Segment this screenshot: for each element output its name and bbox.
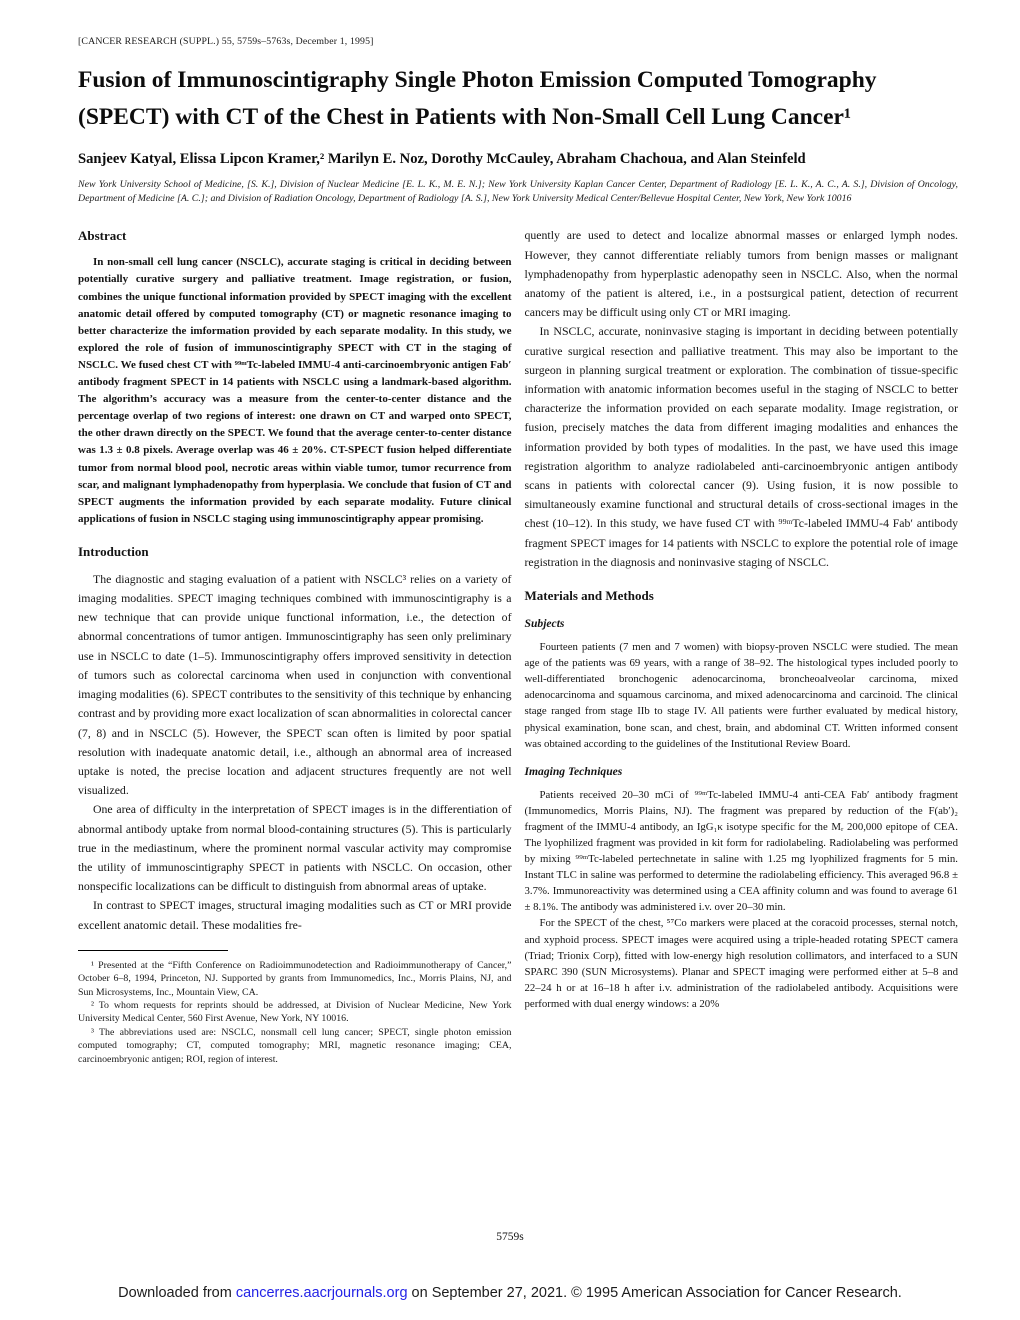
left-column (78, 226, 512, 1241)
footnote-1: ¹ Presented at the “Fifth Conference on Radioimmunodetection and Radioimmunotherapy of Cancer,” October 6–8, 1994, Princeton, NJ. Supported by grants from Immunomedics, Inc., Morris Plains, NJ, and Sun Microsystems, Inc., Mountain View, CA. (78, 959, 512, 998)
imaging-paragraph-1: Patients received 20–30 mCi of ⁹⁹ᵐTc-labeled IMMU-4 anti-CEA Fab′ antibody fragment (Immunomedics, Morris Plains, NJ). The fragment was prepared by reduction of the F(ab′)₂ fragment of the IMMU-4 antibody, an IgG₁κ isotype specific for the Mᵣ 200,000 epitope of CEA. The lyophilized fragment was provided in kit form for radiolabeling. Radiolabeling was performed by mixing ⁹⁹ᵐTc-labeled pertechnetate in saline with 1.25 mg lyophilized fragments for 5 min. Instant TLC in saline was performed to determine the radiolabeling efficiency. This averaged 96.8 ± 3.7%. Immunoreactivity was determined using a CEA affinity column and was found to average 61 ± 8.1%. The antibody was administered i.v. over 20–30 min. (524, 788, 958, 914)
footer-post-text: on September 27, 2021. © 1995 American Association for Cancer Research. (407, 1285, 902, 1301)
authors-line: Sanjeev Katyal, Elissa Lipcon Kramer,² Marilyn E. Noz, Dorothy McCauley, Abraham Chachoua, and Alan Steinfeld (78, 151, 806, 168)
two-column-body (78, 226, 958, 1241)
affiliations-line: New York University School of Medicine, [S. K.], Division of Nuclear Medicine [E. L. K., M. E. N.]; New York University Kaplan Cancer Center, Department of Radiology [E. L. K., A. C., A. S.], Division of Oncology, Department of Medicine [A. C.]; and Division of Radiation Oncology, Department of Radiology [A. S.], New York University Medical Center/Bellevue Hospital Center, New York, New York 10016 (78, 179, 958, 205)
abstract-heading: Abstract (78, 228, 127, 244)
footnote-3: ³ The abbreviations used are: NSCLC, nonsmall cell lung cancer; SPECT, single photon emission computed tomography; CT, computed tomography; MRI, magnetic resonance imaging; CEA, carcinoembryonic antigen; ROI, region of interest. (78, 1026, 512, 1065)
paper-title (78, 62, 958, 136)
page-number: 5759s (496, 1231, 524, 1243)
right-column (525, 226, 959, 1241)
intro-paragraph-2: One area of difficulty in the interpretation of SPECT images is in the differentiation of abnormal antibody uptake from normal blood-containing structures (5). This is particularly true in the mediastinum, where the prominent normal vascular activity may compromise the utility of immunoscintigraphy SPECT in patients with NSCLC. On occasion, other nonspecific localizations can be difficult to distinguish from abnormal areas of uptake. (78, 802, 512, 894)
paper-title-line2: (SPECT) with CT of the Chest in Patients with Non-Small Cell Lung Cancer¹ (78, 104, 851, 131)
intro-paragraph-3: In contrast to SPECT images, structural imaging modalities such as CT or MRI provide excellent anatomic detail. These modalities fre- (78, 898, 512, 932)
imaging-paragraph-2: For the SPECT of the chest, ⁵⁷Co markers were placed at the coracoid processes, sternal notch, and xyphoid process. SPECT images were acquired using a triple-headed rotating SPECT camera (Triad; Trionix Corp), fitted with low-energy high resolution collimators, and interfaced to a SUN SPARC 390 (SUN Microsystems). Planar and SPECT imaging were performed either at 5–8 and 22–24 h or at 16–18 h after i.v. administration of the radiolabeled antibody. Acquisitions were performed with dual energy windows: a 20% (524, 917, 958, 1010)
footer-pre-text: Downloaded from (118, 1285, 236, 1301)
subjects-heading: Subjects (524, 617, 565, 631)
subjects-paragraph: Fourteen patients (7 men and 7 women) with biopsy-proven NSCLC were studied. The mean age of the patients was 69 years, with a range of 38–92. The histological types included poorly to well-differentiated bronchogenic adenocarcinoma, broncheoalveolar carcinoma, mixed adenocarcinoma and squamous carcinoma, and mixed adenocarcinoma and carcinoid. The clinical stage ranged from stage IIb to stage IV. All patients were further evaluated by medical history, physical examination, bone scan, and chest, brain, and abdominal CT. Written informed consent was obtained according to the guidelines of the Institutional Review Board. (524, 641, 958, 750)
continuation-paragraph-2: In NSCLC, accurate, noninvasive staging is important in deciding between potentially curative surgical resection and palliative treatment. This may also be important to the surgeon in planning surgical treatment or exploration. The combination of tissue-specific information with anatomic information becomes useful in the staging of NSCLC to better characterize the information provided on each separate modality. Image registration, or fusion, precisely matches the data from different imaging modalities and enhances the information provided by both types of modalities. In the past, we have used this image registration algorithm to analyze radiolabeled anti-carcinoembryonic antigen antibody scans in patients with colorectal cancer (9). Using fusion, it is now possible to simultaneously examine functional and structural details of cross-sectional images in the chest (10–12). In this study, we have fused CT with ⁹⁹ᵐTc-labeled IMMU-4 Fab′ antibody fragment SPECT images for 14 patients with NSCLC to explore the potential role of image registration in the diagnosis and noninvasive staging of NSCLC. (524, 324, 958, 569)
abstract-paragraph: In non-small cell lung cancer (NSCLC), accurate staging is critical in deciding between potentially curative surgery and palliative treatment. Image registration, or fusion, combines the unique functional information provided by SPECT imaging with the excellent anatomic detail offered by computed tomography (CT) or magnetic resonance imaging to better characterize the imformation provided by each separate modality. In this study, we explored the role of fusion of immunoscintigraphy SPECT with CT in the staging of NSCLC. We fused chest CT with ⁹⁹ᵐTc-labeled IMMU-4 anti-carcinoembryonic antigen Fab′ antibody fragment SPECT in 14 patients with NSCLC using a landmark-based algorithm. The algorithm’s accuracy was a measure from the center-to-center distance and the percentage overlap of two regions of interest: one drawn on CT and warped onto SPECT, the other drawn directly on the SPECT. We found that the average center-to-center distance was 1.3 ± 0.8 pixels. Average overlap was 46 ± 20%. CT-SPECT fusion helped differentiate tumor from normal blood pool, necrotic areas within viable tumor, tumor recurrence from scar, and malignant lymphadenopathy from hyperplasia. We conclude that fusion of CT and SPECT augments the information provided by each separate modality. Future clinical applications of fusion in NSCLC staging using immunoscintigraphy appear promising. (78, 256, 512, 525)
footer-journal-link[interactable]: cancerres.aacrjournals.org (235, 1285, 408, 1301)
download-footer (85, 1284, 935, 1303)
imaging-techniques-heading: Imaging Techniques (524, 764, 623, 778)
materials-methods-heading: Materials and Methods (524, 588, 654, 604)
journal-citation-line: [CANCER RESEARCH (SUPPL.) 55, 5759s–5763s, December 1, 1995] (78, 36, 374, 47)
introduction-heading: Introduction (78, 543, 149, 559)
footnote-2: ² To whom requests for reprints should be addressed, at Division of Nuclear Medicine, New York University Medical Center, 560 First Avenue, New York, NY 10016. (78, 999, 512, 1025)
continuation-paragraph-1: quently are used to detect and localize abnormal masses or enlarged lymph nodes. However, they cannot differentiate reliably tumors from benign masses or malignant lymphadenopathy from hyperplastic adenopathy seen in NSCLC. Also, when the normal anatomy of the patient is altered, i.e., in a postsurgical patient, detection of recurrent cancers may be difficult using only CT or MRI imaging. (524, 228, 958, 320)
intro-paragraph-1: The diagnostic and staging evaluation of a patient with NSCLC³ relies on a variety of imaging modalities. SPECT imaging techniques combined with immunoscintigraphy is a new technique that can provide unique functional information, i.e., the detection of abnormal concentrations of tumor antigen. Immunoscintigraphy has seen only preliminary use in NSCLC to date (1–5). Immunoscintigraphy offers improved sensitivity in detection of tumors such as colorectal carcinoma when used in conjunction with conventional imaging modalities (6). SPECT contributes to the sensitivity of this technique by enhancing contrast and by providing more exact localization of scan abnormalities in colorectal cancer (7, 8) and in NSCLC (5). However, the SPECT scan often is limited by poor spatial resolution with inadequate anatomic detail, i.e., although an abnormal area of increased uptake is noted, the precise location and adjacent structures frequently are not well visualized. (78, 571, 512, 798)
paper-title-line1: Fusion of Immunoscintigraphy Single Photon Emission Computed Tomography (78, 67, 877, 93)
footnote-divider (78, 950, 228, 951)
